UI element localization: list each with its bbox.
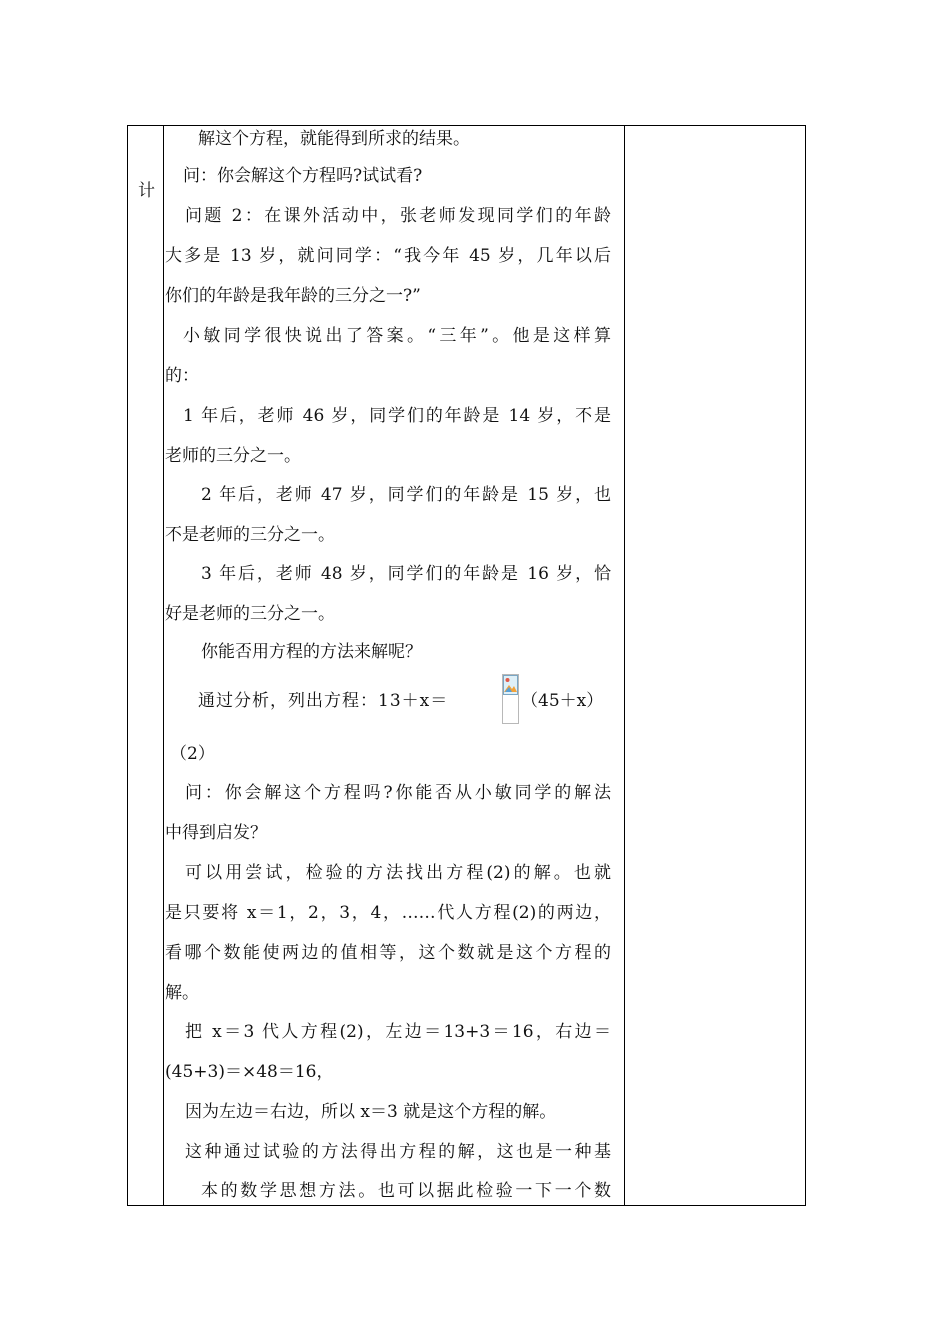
lesson-table (127, 125, 806, 1206)
text-line: 中得到启发？ (165, 823, 267, 843)
text-line: 本的数学思想方法。也可以据此检验一下一个数 (201, 1181, 611, 1201)
equation-left: 通过分析，列出方程：13＋x＝ (198, 691, 449, 711)
text-line: 看哪个数能使两边的值相等，这个数就是这个方程的 (165, 943, 611, 963)
text-line: 不是老师的三分之一。 (165, 525, 335, 545)
text-line: 问：你会解这个方程吗?你能否从小敏同学的解法 (185, 783, 611, 803)
text-line: 你们的年龄是我年龄的三分之一?” (165, 286, 421, 306)
text-line: 3 年后，老师 48 岁，同学们的年龄是 16 岁，恰 (201, 564, 611, 584)
equation-number: （2） (170, 744, 215, 764)
text-line: 问题 2：在课外活动中，张老师发现同学们的年龄 (185, 206, 611, 226)
text-line: (45+3)＝×48＝16， (165, 1062, 334, 1082)
notes-column (624, 126, 805, 1205)
text-line: 你能否用方程的方法来解呢？ (201, 642, 422, 662)
text-line: 这种通过试验的方法得出方程的解，这也是一种基 (185, 1142, 611, 1162)
text-line: 1 年后，老师 46 岁，同学们的年龄是 14 岁，不是 (183, 406, 611, 426)
text-line: 解。 (165, 983, 199, 1003)
image-placeholder-icon (503, 675, 518, 695)
text-line: 老师的三分之一。 (165, 446, 301, 466)
fraction-image (502, 674, 519, 724)
text-line: 小敏同学很快说出了答案。“三年”。他是这样算 (183, 326, 611, 346)
text-line: 可以用尝试，检验的方法找出方程(2)的解。也就 (185, 863, 611, 883)
text-line: 因为左边＝右边，所以 x＝3 就是这个方程的解。 (185, 1102, 557, 1122)
section-column (128, 126, 164, 1205)
section-label: 计 (138, 181, 155, 201)
equation-right: （45＋x） (521, 691, 604, 711)
text-line: 好是老师的三分之一。 (165, 604, 335, 624)
text-line: 大多是 13 岁，就问同学：“我今年 45 岁，几年以后 (165, 246, 611, 266)
text-line: 把 x＝3 代人方程(2)，左边＝13+3＝16，右边＝ (185, 1022, 611, 1042)
text-line: 2 年后，老师 47 岁，同学们的年龄是 15 岁，也 (201, 485, 611, 505)
text-line: 是只要将 x＝1，2，3，4，……代人方程(2)的两边， (165, 903, 611, 923)
text-line: 的： (165, 366, 199, 386)
text-line: 问：你会解这个方程吗?试试看? (183, 166, 423, 186)
content-cell (165, 126, 623, 1205)
text-line: 解这个方程，就能得到所求的结果。 (198, 129, 470, 149)
